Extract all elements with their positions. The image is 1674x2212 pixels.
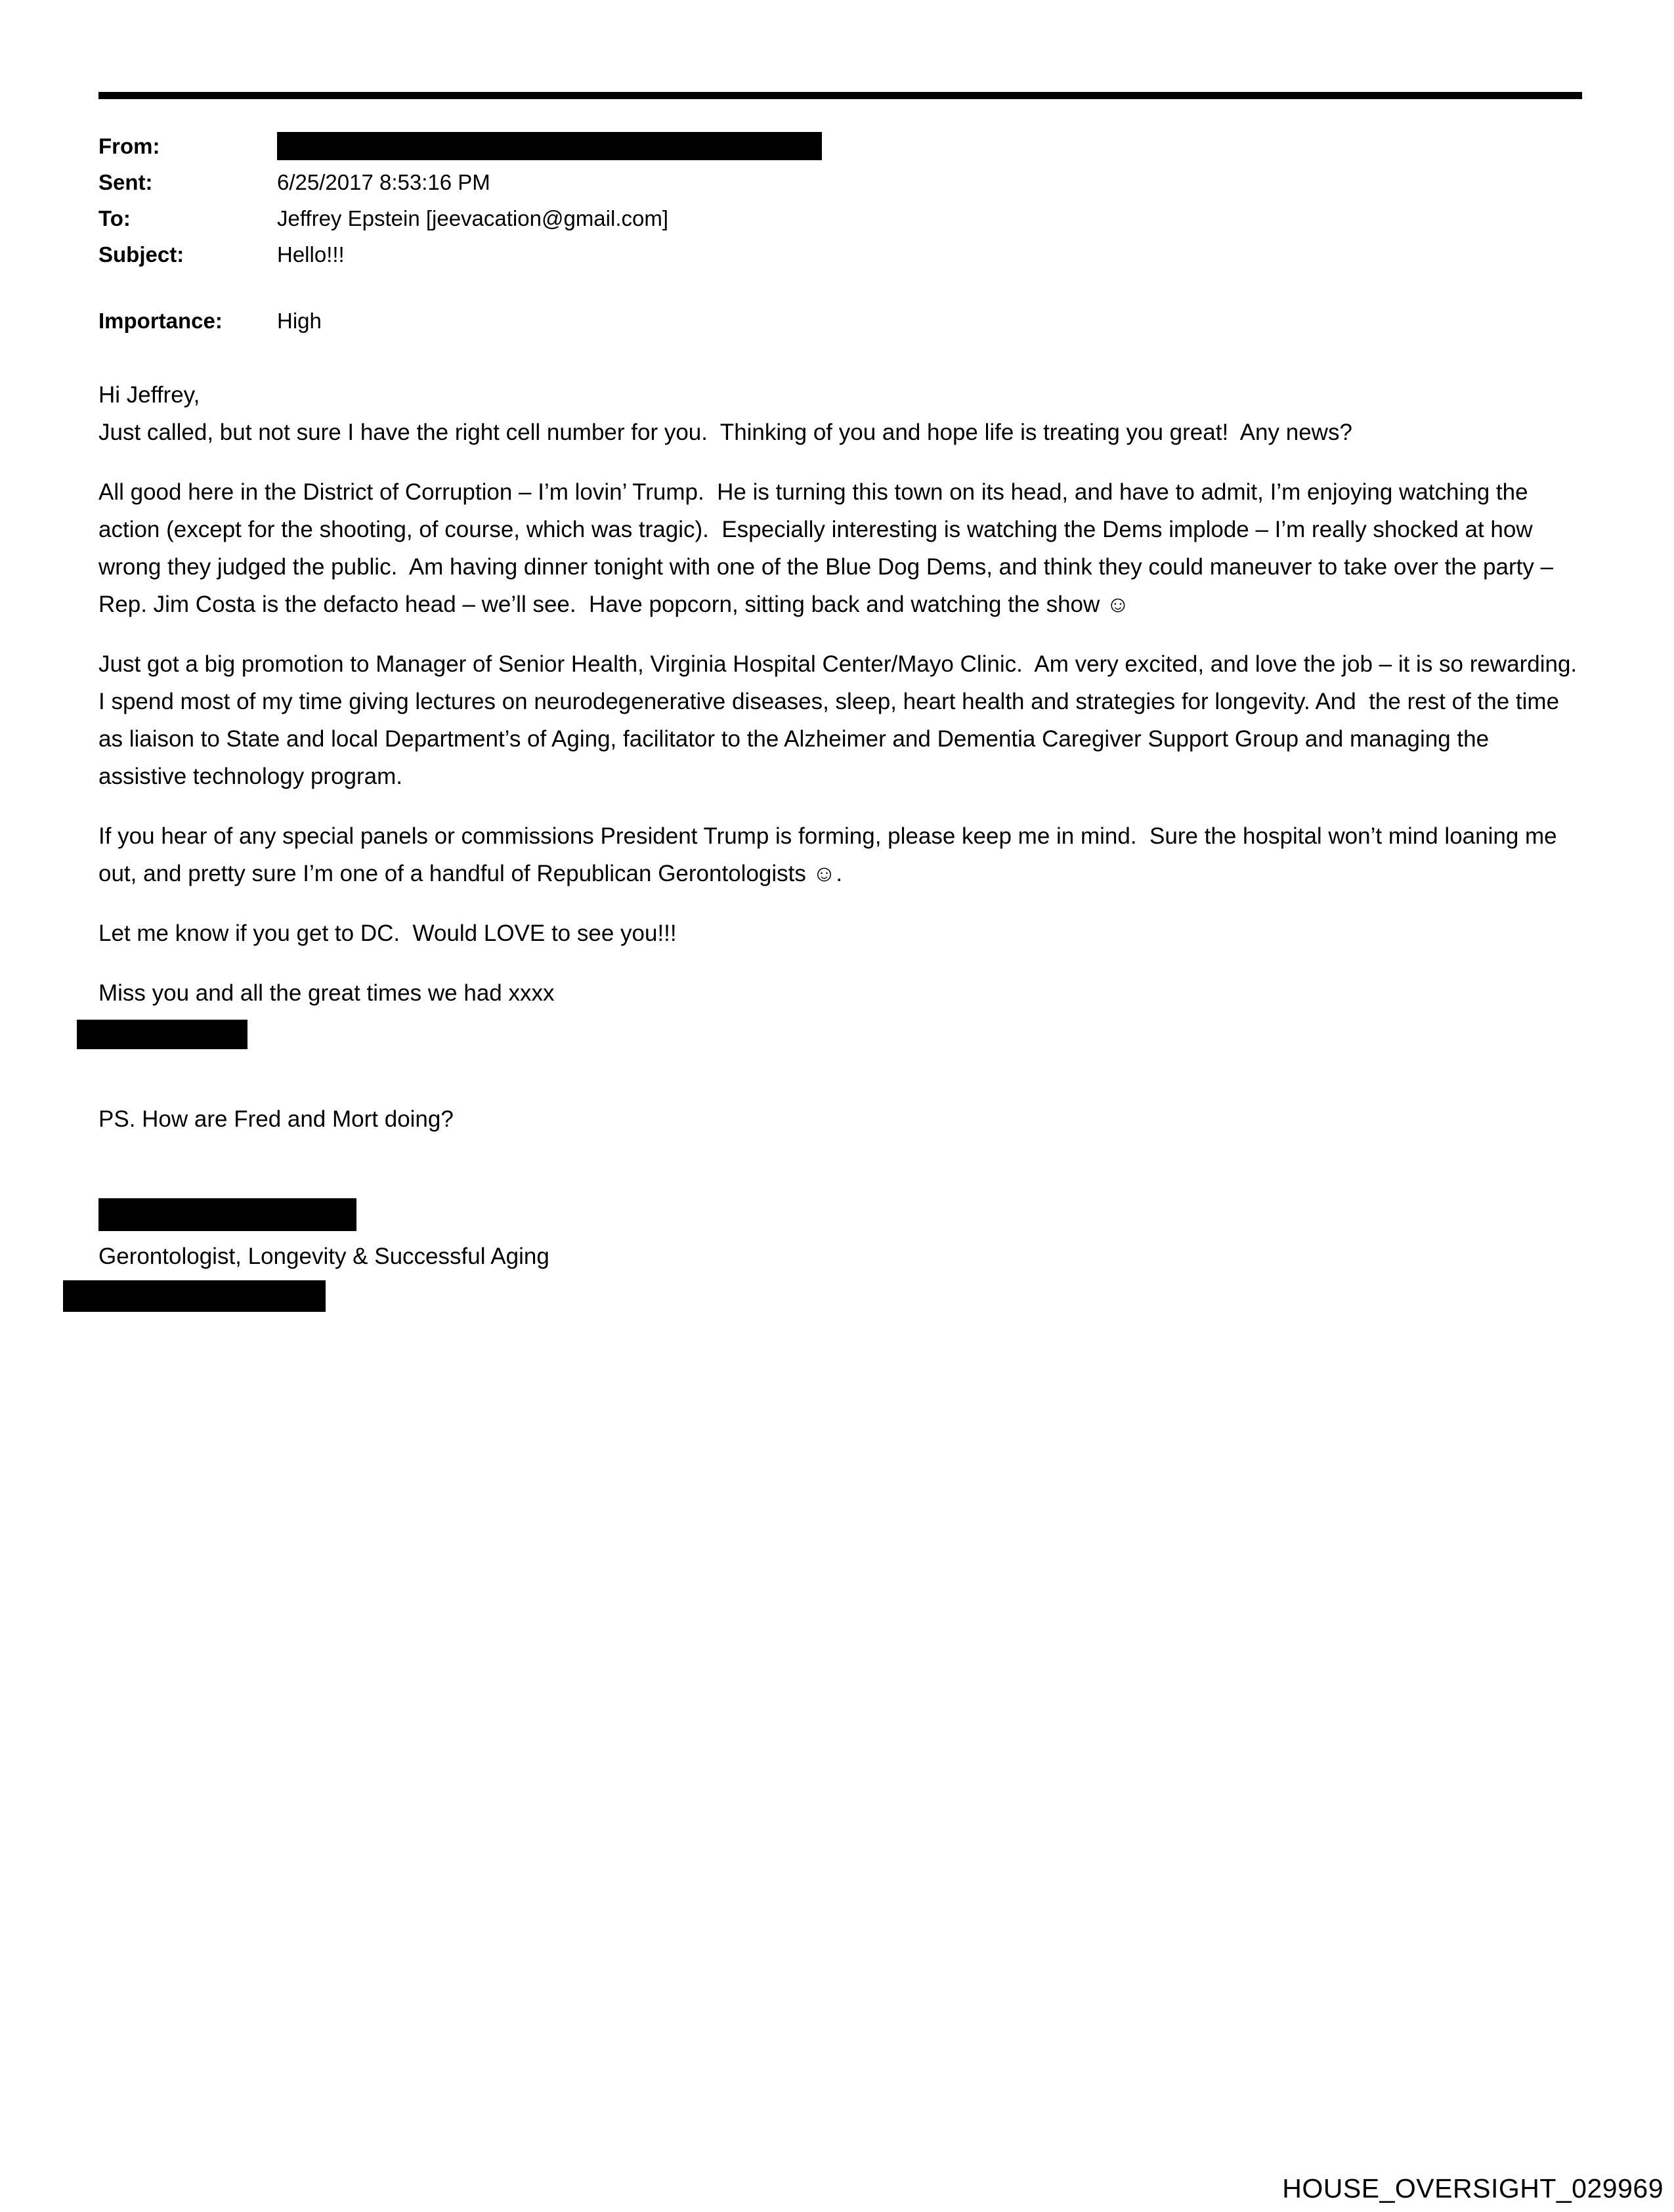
to-label: To: — [98, 206, 131, 230]
email-body — [98, 376, 1590, 1312]
paragraph-6: Miss you and all the great times we had xxxx — [98, 980, 555, 1006]
sent-value: 6/25/2017 8:53:16 PM — [277, 170, 490, 194]
signature-role: Gerontologist, Longevity & Successful Aging — [98, 1244, 549, 1269]
ps-line: PS. How are Fred and Mort doing? — [98, 1106, 454, 1132]
header-row-sent — [98, 164, 1582, 200]
header-row-to — [98, 200, 1582, 236]
header-row-from — [98, 128, 1582, 164]
content — [98, 92, 1590, 1312]
importance-label: Importance: — [98, 309, 223, 333]
bates-number: HOUSE_OVERSIGHT_029969 — [1282, 2173, 1663, 2203]
paragraph-3: Just got a big promotion to Manager of Senior Health, Virginia Hospital Center/Mayo Clinic. Am very excited, and love the job – it is so rewarding. I spend most of my time giving lectures on neurodegenerative diseases, sleep, heart health and strategies for longevity. And the rest of the time as liaison to State and local Department’s of Aging, facilitator to the Alzheimer and Dementia Caregiver Support Group and managing the assistive technology program. — [98, 651, 1590, 789]
signoff-redaction-bar — [77, 1020, 247, 1049]
email-greeting: Hi Jeffrey, — [98, 382, 200, 408]
divider-rule — [98, 92, 1582, 99]
subject-value: Hello!!! — [277, 242, 345, 267]
subject-label: Subject: — [98, 242, 184, 267]
email-header — [98, 128, 1582, 339]
header-row-importance — [98, 303, 1582, 339]
sent-label: Sent: — [98, 170, 153, 194]
from-label: From: — [98, 134, 160, 158]
paragraph-1: Just called, but not sure I have the right cell number for you. Thinking of you and hope life is treating you great! Any news? — [98, 420, 1352, 445]
to-value: Jeffrey Epstein [jeevacation@gmail.com] — [277, 206, 668, 230]
signature-name-redaction-bar — [98, 1198, 356, 1231]
signature-contact-redaction-bar — [63, 1280, 326, 1312]
header-row-subject — [98, 236, 1582, 272]
importance-value: High — [277, 309, 322, 333]
paragraph-2: All good here in the District of Corruption – I’m lovin’ Trump. He is turning this town on its head, and have to admit, I’m enjoying watching the action (except for the shooting, of course, which was tragic). Especially interesting is watching the Dems implode – I’m really shocked at how wrong they judged the public. Am having dinner tonight with one of the Blue Dog Dems, and think they could maneuver to take over the party – Rep. Jim Costa is the defacto head – we’ll see. Have popcorn, sitting back and watching the show ☺ — [98, 479, 1560, 617]
paragraph-5: Let me know if you get to DC. Would LOVE to see you!!! — [98, 921, 677, 946]
paragraph-4: If you hear of any special panels or commissions President Trump is forming, please keep me in mind. Sure the hospital won’t mind loaning me out, and pretty sure I’m one of a handful of Republican Gerontologists ☺. — [98, 823, 1564, 886]
from-redaction-bar — [277, 132, 822, 160]
